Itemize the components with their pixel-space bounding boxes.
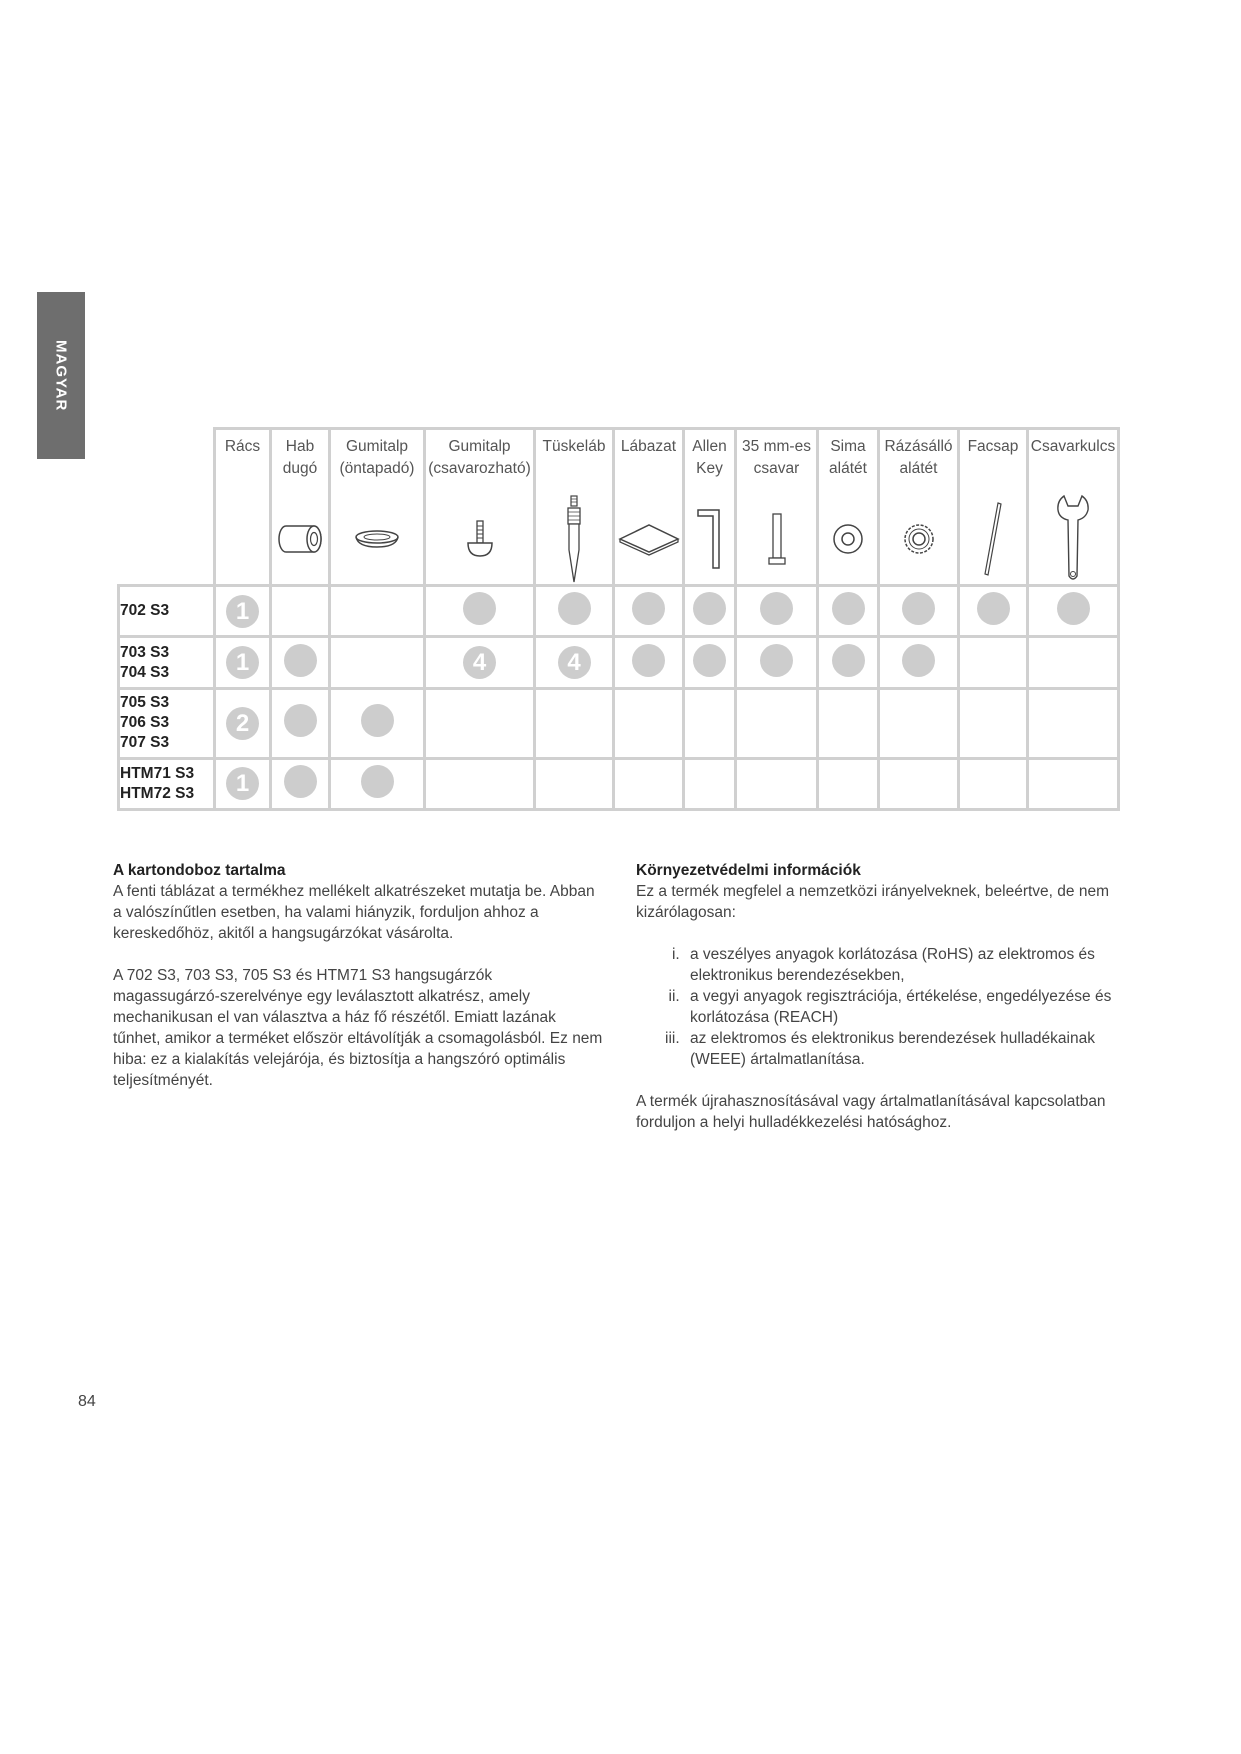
col-header: Tüskeláb [535, 429, 614, 586]
environmental-section [636, 860, 1136, 1154]
environmental-outro: A termék újrahasznosításával vagy ártalmatlanításával kapcsolatban forduljon a helyi hulladékkezelési hatósághoz. [636, 1093, 1106, 1131]
quantity-cell [818, 586, 879, 637]
quantity-cell [736, 586, 818, 637]
col-header: Sima alátét [818, 429, 879, 586]
quantity-cell [535, 688, 614, 758]
quantity-dot [284, 765, 317, 798]
language-tab-label: MAGYAR [52, 339, 70, 412]
col-header: Facsap [959, 429, 1028, 586]
bolt-icon [737, 494, 816, 584]
col-header: Rács [215, 429, 271, 586]
quantity-cell [330, 586, 425, 637]
quantity-dot [284, 644, 317, 677]
allen-key-icon [685, 494, 734, 584]
table-row [119, 688, 1119, 758]
model-label [119, 688, 215, 758]
screw-foot-icon [426, 494, 533, 584]
col-header: Allen Key [684, 429, 736, 586]
model-name: 706 S3 [120, 714, 170, 732]
quantity-dot: 4 [558, 646, 591, 679]
carton-contents-section [113, 860, 603, 1112]
quantity-cell [215, 758, 271, 809]
quantity-dot [1057, 592, 1090, 625]
quantity-cell [215, 637, 271, 688]
parts-header-row [119, 429, 1119, 586]
spanner-icon [1029, 494, 1117, 584]
quantity-cell [271, 586, 330, 637]
quantity-cell [330, 758, 425, 809]
quantity-dot [760, 644, 793, 677]
quantity-dot [361, 704, 394, 737]
dowel-icon [960, 494, 1026, 584]
quantity-cell [879, 637, 959, 688]
quantity-dot [361, 765, 394, 798]
table-row [119, 758, 1119, 809]
quantity-cell [879, 586, 959, 637]
quantity-dot: 4 [463, 646, 496, 679]
quantity-dot [632, 592, 665, 625]
quantity-cell [425, 637, 535, 688]
quantity-dot [558, 592, 591, 625]
quantity-dot: 2 [226, 707, 259, 740]
quantity-cell [684, 758, 736, 809]
quantity-cell [614, 586, 684, 637]
quantity-dot [902, 592, 935, 625]
quantity-cell [684, 688, 736, 758]
quantity-dot [693, 592, 726, 625]
table-row [119, 586, 1119, 637]
carton-contents-paragraph: A fenti táblázat a termékhez mellékelt alkatrészeket mutatja be. Abban a valószínűtlen esetben, ha valami hiányzik, forduljon ahhoz a kereskedőhöz, akitől a hangsugárzókat vásárolta. [113, 883, 595, 942]
quantity-dot [760, 592, 793, 625]
model-name: 704 S3 [120, 663, 170, 681]
language-tab [37, 292, 85, 459]
plain-washer-icon [819, 494, 877, 584]
col-header: 35 mm-es csavar [736, 429, 818, 586]
quantity-cell [271, 637, 330, 688]
quantity-dot [832, 592, 865, 625]
list-item: ii. a vegyi anyagok regisztrációja, értékelése, engedélyezése és korlátozása (REACH) [684, 986, 1136, 1028]
quantity-cell [1028, 688, 1119, 758]
quantity-cell [425, 586, 535, 637]
table-corner [119, 429, 215, 586]
quantity-cell [736, 688, 818, 758]
table-row [119, 637, 1119, 688]
quantity-dot: 1 [226, 767, 259, 800]
quantity-cell [535, 586, 614, 637]
quantity-dot [977, 592, 1010, 625]
quantity-cell [535, 758, 614, 809]
col-header: Gumitalp (öntapadó) [330, 429, 425, 586]
col-header: Hab dugó [271, 429, 330, 586]
quantity-cell [959, 688, 1028, 758]
col-header: Lábazat [614, 429, 684, 586]
quantity-cell [614, 688, 684, 758]
quantity-cell [1028, 758, 1119, 809]
quantity-cell [271, 758, 330, 809]
environmental-intro: Ez a termék megfelel a nemzetközi irányelveknek, beleértve, de nem kizárólagosan: [636, 883, 1109, 921]
quantity-dot [693, 644, 726, 677]
quantity-cell [736, 637, 818, 688]
col-header: Csavarkulcs [1028, 429, 1119, 586]
model-name: 703 S3 [120, 643, 170, 661]
carton-contents-heading: A kartondoboz tartalma [113, 862, 286, 879]
quantity-dot [284, 704, 317, 737]
foam-plug-icon [272, 494, 328, 584]
quantity-cell [215, 688, 271, 758]
model-label [119, 637, 215, 688]
model-name: HTM71 S3 [120, 764, 195, 782]
environmental-list [636, 944, 1136, 1070]
quantity-dot [463, 592, 496, 625]
parts-table [117, 427, 1120, 811]
model-label [119, 586, 215, 637]
quantity-cell [614, 637, 684, 688]
quantity-cell [330, 688, 425, 758]
quantity-cell [1028, 637, 1119, 688]
quantity-cell [1028, 586, 1119, 637]
quantity-cell [684, 586, 736, 637]
quantity-cell [959, 758, 1028, 809]
col-header: Gumitalp (csavarozható) [425, 429, 535, 586]
spike-icon [536, 494, 612, 584]
quantity-cell [330, 637, 425, 688]
quantity-cell [959, 586, 1028, 637]
adhesive-foot-icon [331, 494, 423, 584]
quantity-dot [632, 644, 665, 677]
col-header: Rázásálló alátét [879, 429, 959, 586]
quantity-cell [535, 637, 614, 688]
model-name: 702 S3 [120, 602, 170, 620]
quantity-cell [818, 637, 879, 688]
quantity-cell [879, 688, 959, 758]
list-item: iii. az elektromos és elektronikus berendezések hulladékainak (WEEE) ártalmatlanítása. [684, 1028, 1136, 1070]
model-label [119, 758, 215, 809]
quantity-cell [215, 586, 271, 637]
quantity-dot [902, 644, 935, 677]
quantity-cell [684, 637, 736, 688]
tweeter-paragraph: A 702 S3, 703 S3, 705 S3 és HTM71 S3 hangsugárzók magassugárzó-szerelvénye egy leválasztott alkatrész, amely mechanikusan el van választva a ház fő részétől. Emiatt lazának tűnhet, amikor a terméket először eltávolítják a csomagolásból. Ez nem hiba: ez a kialakítás velejárója, és biztosítja a hangszóró optimális teljesítményét. [113, 967, 603, 1089]
quantity-dot: 1 [226, 595, 259, 628]
model-name: 705 S3 [120, 694, 170, 712]
quantity-cell [271, 688, 330, 758]
plinth-icon [615, 494, 682, 584]
model-name: 707 S3 [120, 734, 170, 752]
page-number: 84 [78, 1393, 96, 1410]
quantity-cell [425, 688, 535, 758]
quantity-dot [832, 644, 865, 677]
lock-washer-icon [880, 494, 957, 584]
quantity-cell [818, 688, 879, 758]
quantity-cell [959, 637, 1028, 688]
environmental-heading: Környezetvédelmi információk [636, 862, 861, 879]
quantity-cell [736, 758, 818, 809]
quantity-dot: 1 [226, 646, 259, 679]
quantity-cell [879, 758, 959, 809]
quantity-cell [818, 758, 879, 809]
quantity-cell [614, 758, 684, 809]
model-name: HTM72 S3 [120, 784, 195, 802]
list-item: i. a veszélyes anyagok korlátozása (RoHS) az elektromos és elektronikus berendezésekben, [684, 944, 1136, 986]
quantity-cell [425, 758, 535, 809]
grille-icon [216, 494, 269, 584]
